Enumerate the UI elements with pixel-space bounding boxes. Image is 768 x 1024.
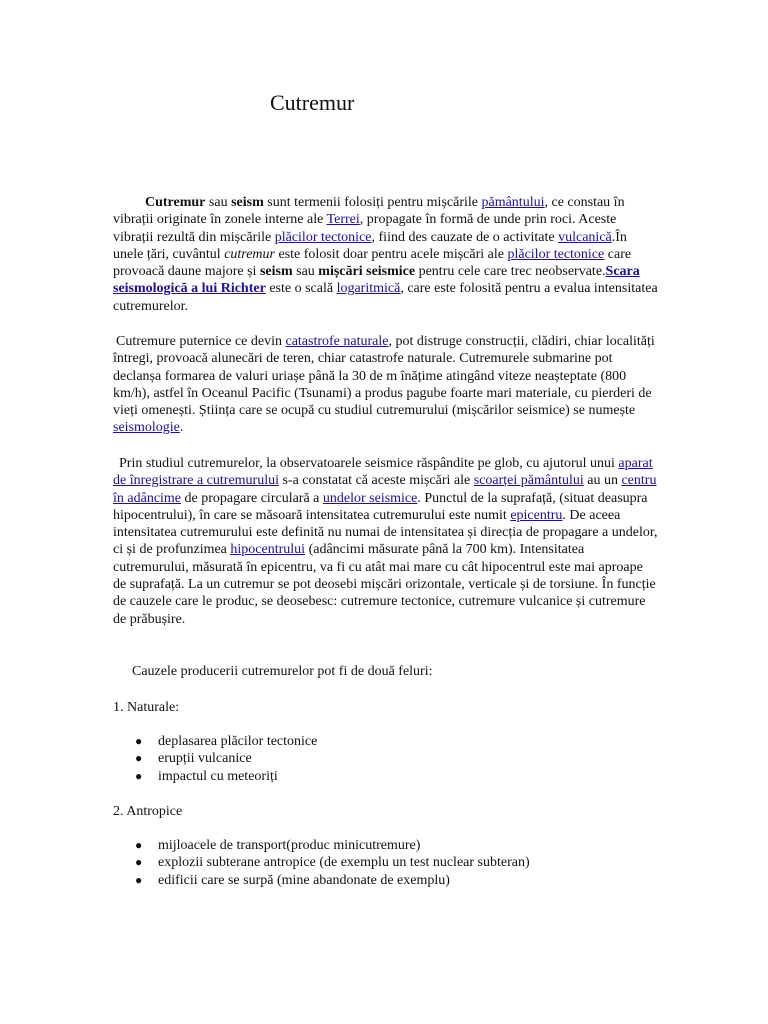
link-hipocentrului[interactable]: hipocentrului: [230, 542, 306, 558]
natural-causes-list: [113, 733, 658, 785]
link-placilor-tectonice-2[interactable]: plăcilor tectonice: [507, 246, 605, 262]
bold-term-cutremur: Cutremur: [145, 195, 206, 210]
bullet-icon: ●: [135, 855, 143, 870]
list-item: ● mijloacele de transport(produc minicutremure): [135, 838, 421, 853]
link-logaritmica[interactable]: logaritmică: [336, 281, 401, 297]
bullet-icon: ●: [135, 768, 143, 783]
link-placilor-tectonice[interactable]: plăcilor tectonice: [274, 229, 372, 245]
bullet-icon: ●: [135, 872, 143, 887]
page-title: Cutremur: [270, 90, 355, 115]
heading-natural-causes: 1. Naturale:: [113, 700, 180, 715]
link-aparat-inregistrare[interactable]: aparat de înregistrare a cutremurului: [113, 456, 653, 489]
link-undelor-seismice[interactable]: undelor seismice: [322, 490, 418, 506]
bullet-icon: ●: [135, 734, 143, 748]
link-scara-richter[interactable]: Scara seismologică a lui Richter: [113, 264, 640, 297]
link-epicentru[interactable]: epicentru: [510, 507, 563, 523]
bullet-icon: ●: [135, 838, 143, 852]
link-pamantului[interactable]: pământului: [481, 195, 545, 210]
link-seismologie[interactable]: seismologie: [113, 420, 180, 436]
bold-term-seism: seism: [231, 195, 264, 210]
paragraph-definition: Cutremur sau seism sunt termenii folosiți pentru mișcările pământului, ce constau în vibrații originate în zonele interne ale Terrei, propagate în formă de unde prin roci. Aceste vibrații rezultă din mișcările plăcilor tectonice, fiind des cauzate de o activitate vulcanică.În unele țări, cuvântul cutremur este folosit doar pentru acele mișcări ale plăcilor tectonice care provoacă daune majore și seism sau mișcări seismice pentru cele care trec neobservate.Scara seismologică a lui Richter este o scală logaritmică, care este folosită pentru a evalua intensitatea cutremurelor.: [113, 195, 658, 314]
list-item: ● erupții vulcanice: [135, 751, 252, 767]
bold-term-miscari-seismice: mișcări seismice: [318, 264, 416, 280]
link-catastrofe-naturale[interactable]: catastrofe naturale: [285, 334, 389, 349]
list-item: ● deplasarea plăcilor tectonice: [135, 734, 318, 749]
paragraph-study: Prin studiul cutremurelor, la observatoarele seismice răspândite pe glob, cu ajutorul unui aparat de înregistrare a cutremurului s-a constatat că aceste mișcări ale scoarței pământului au un centru în adâncime de propagare circulară a undelor seismice. Punctul de la suprafață, (situat deasupra hipocentrului), în care se măsoară intensitatea cutremurului este numit epicentru. De aceea intensitatea cutremurului este definită nu numai de intensitatea și direcția de propagare a undelor, ci și de profunzimea hipocentrului (adâncimi măsurate până la 700 km). Intensitatea cutremurului, măsurată în epicentru, va fi cu atât mai mare cu cât hipocentrul este mai aproape de suprafață. La un cutremur se pot deosebi mișcări orizontale, verticale și de torsiune. În funcție de cauzele care le produc, se deosebesc: cutremure tectonice, cutremure vulcanice și cutremure de prăbușire.: [113, 456, 658, 627]
italic-term-cutremur: cutremur: [224, 246, 275, 262]
paragraph-causes-intro: Cauzele producerii cutremurelor pot fi de două feluri:: [132, 664, 433, 679]
list-item: ● explozii subterane antropice (de exemplu un test nuclear subteran): [135, 855, 530, 871]
bullet-icon: ●: [135, 751, 143, 766]
list-item: ● edificii care se surpă (mine abandonate de exemplu): [135, 872, 450, 888]
link-centru-adancime[interactable]: centru în adâncime: [113, 473, 657, 506]
link-vulcanica[interactable]: vulcanică: [558, 229, 612, 245]
anthropic-causes-list: [113, 837, 658, 889]
paragraph-effects: Cutremure puternice ce devin catastrofe naturale, pot distruge construcții, clădiri, chiar localități întregi, provoacă alunecări de teren, chiar catastrofe naturale. Cutremurele submarine pot declanșa formarea de valuri uriașe până la 30 de m înățime atingând viteze neașteptate (800 km/h), astfel în Oceanul Pacific (Tsunami) a produs pagube foarte mari materiale, cu pierderi de vieți omenești. Știința care se ocupă cu studiul cutremurului (mișcărilor seismice) se numește seismologie.: [113, 334, 655, 436]
link-terrei[interactable]: Terrei: [326, 212, 360, 228]
list-item: ● impactul cu meteoriți: [135, 768, 278, 784]
bold-term-seism-2: seism: [259, 264, 293, 280]
link-scoartei-pamantului[interactable]: scoarței pământului: [473, 473, 584, 489]
heading-anthropic-causes: 2. Antropice: [113, 804, 183, 819]
